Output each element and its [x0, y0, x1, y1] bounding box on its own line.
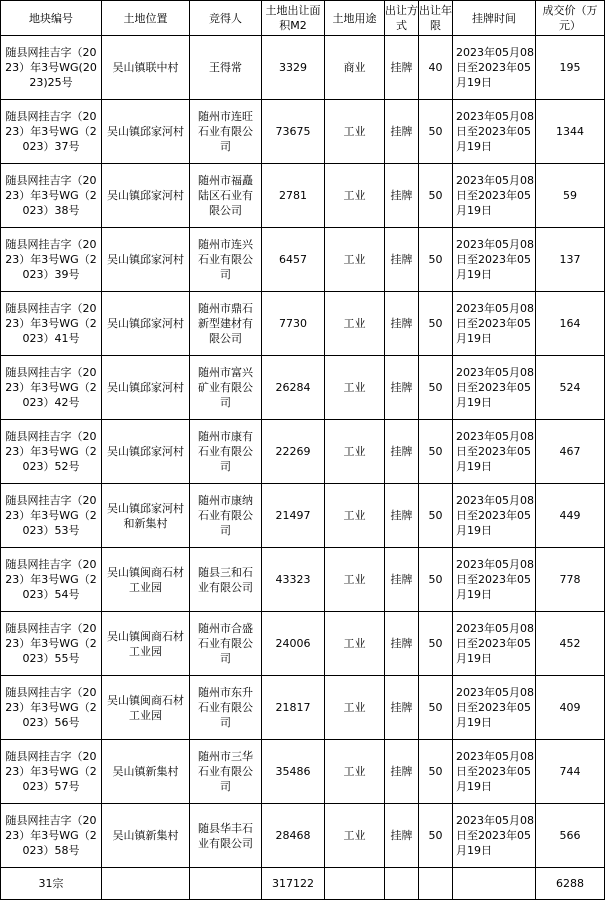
cell-code: 随县网挂吉字（2023）年3号WG（2023）37号 [1, 100, 102, 164]
cell-time: 2023年05月08日至2023年05月19日 [453, 740, 536, 804]
cell-price: 778 [536, 548, 605, 612]
total-empty-cell [385, 868, 419, 900]
cell-price: 409 [536, 676, 605, 740]
cell-code: 随县网挂吉字（2023）年3号WG(2023)25号 [1, 36, 102, 100]
total-empty-cell [190, 868, 262, 900]
cell-method: 挂牌 [385, 676, 419, 740]
total-empty-cell [325, 868, 385, 900]
total-area: 317122 [262, 868, 325, 900]
cell-time: 2023年05月08日至2023年05月19日 [453, 292, 536, 356]
cell-term: 50 [419, 420, 453, 484]
cell-location: 吴山镇邱家河村 [102, 164, 190, 228]
cell-area: 2781 [262, 164, 325, 228]
table-row [1, 356, 605, 420]
cell-method: 挂牌 [385, 356, 419, 420]
cell-location: 吴山镇邱家河村 [102, 100, 190, 164]
table-row [1, 420, 605, 484]
cell-winner: 随州市连旺石业有限公司 [190, 100, 262, 164]
cell-location: 吴山镇新集村 [102, 804, 190, 868]
cell-price: 164 [536, 292, 605, 356]
cell-price: 744 [536, 740, 605, 804]
cell-time: 2023年05月08日至2023年05月19日 [453, 548, 536, 612]
cell-use: 工业 [325, 740, 385, 804]
cell-term: 50 [419, 612, 453, 676]
cell-location: 吴山镇闽商石材工业园 [102, 676, 190, 740]
table-row [1, 612, 605, 676]
cell-area: 35486 [262, 740, 325, 804]
cell-area: 6457 [262, 228, 325, 292]
cell-code: 随县网挂吉字（2023）年3号WG（2023）53号 [1, 484, 102, 548]
cell-term: 50 [419, 228, 453, 292]
cell-use: 工业 [325, 548, 385, 612]
cell-method: 挂牌 [385, 36, 419, 100]
cell-method: 挂牌 [385, 612, 419, 676]
header-time: 挂牌时间 [453, 1, 536, 36]
header-method: 出让方式 [385, 1, 419, 36]
cell-price: 449 [536, 484, 605, 548]
cell-code: 随县网挂吉字（2023）年3号WG（2023）57号 [1, 740, 102, 804]
cell-method: 挂牌 [385, 292, 419, 356]
cell-code: 随县网挂吉字（2023）年3号WG（2023）39号 [1, 228, 102, 292]
total-empty-cell [419, 868, 453, 900]
cell-area: 73675 [262, 100, 325, 164]
cell-method: 挂牌 [385, 484, 419, 548]
cell-use: 商业 [325, 36, 385, 100]
cell-time: 2023年05月08日至2023年05月19日 [453, 228, 536, 292]
cell-price: 137 [536, 228, 605, 292]
table-row [1, 36, 605, 100]
cell-term: 50 [419, 100, 453, 164]
cell-price: 566 [536, 804, 605, 868]
cell-use: 工业 [325, 164, 385, 228]
table-row [1, 228, 605, 292]
cell-time: 2023年05月08日至2023年05月19日 [453, 420, 536, 484]
table-row [1, 548, 605, 612]
cell-use: 工业 [325, 420, 385, 484]
cell-code: 随县网挂吉字（2023）年3号WG（2023）55号 [1, 612, 102, 676]
cell-method: 挂牌 [385, 548, 419, 612]
cell-method: 挂牌 [385, 740, 419, 804]
table-row [1, 164, 605, 228]
table-row [1, 804, 605, 868]
cell-term: 50 [419, 292, 453, 356]
table-row [1, 676, 605, 740]
header-area: 土地出让面积M2 [262, 1, 325, 36]
header-term: 出让年限 [419, 1, 453, 36]
total-row [1, 868, 605, 900]
cell-location: 吴山镇闽商石材工业园 [102, 548, 190, 612]
table-row [1, 740, 605, 804]
cell-location: 吴山镇联中村 [102, 36, 190, 100]
cell-location: 吴山镇邱家河村 [102, 292, 190, 356]
cell-code: 随县网挂吉字（2023）年3号WG（2023）54号 [1, 548, 102, 612]
cell-area: 7730 [262, 292, 325, 356]
cell-price: 1344 [536, 100, 605, 164]
cell-time: 2023年05月08日至2023年05月19日 [453, 612, 536, 676]
header-price: 成交价（万元） [536, 1, 605, 36]
total-empty-cell [102, 868, 190, 900]
cell-winner: 随州市连兴石业有限公司 [190, 228, 262, 292]
cell-winner: 随州市康有石业有限公司 [190, 420, 262, 484]
table-row [1, 100, 605, 164]
cell-term: 50 [419, 804, 453, 868]
cell-use: 工业 [325, 228, 385, 292]
cell-term: 50 [419, 164, 453, 228]
cell-price: 59 [536, 164, 605, 228]
cell-winner: 随州市康纳石业有限公司 [190, 484, 262, 548]
cell-winner: 随州市鼎石新型建材有限公司 [190, 292, 262, 356]
total-price: 6288 [536, 868, 605, 900]
cell-code: 随县网挂吉字（2023）年3号WG（2023）52号 [1, 420, 102, 484]
cell-use: 工业 [325, 804, 385, 868]
cell-use: 工业 [325, 100, 385, 164]
cell-use: 工业 [325, 676, 385, 740]
table-header-row [1, 1, 605, 36]
cell-method: 挂牌 [385, 164, 419, 228]
cell-code: 随县网挂吉字（2023）年3号WG（2023）56号 [1, 676, 102, 740]
cell-term: 50 [419, 548, 453, 612]
header-location: 土地位置 [102, 1, 190, 36]
cell-term: 50 [419, 356, 453, 420]
cell-winner: 随州市东升石业有限公司 [190, 676, 262, 740]
cell-area: 28468 [262, 804, 325, 868]
cell-winner: 随州市合盛石业有限公司 [190, 612, 262, 676]
cell-winner: 王得常 [190, 36, 262, 100]
header-code: 地块编号 [1, 1, 102, 36]
cell-price: 452 [536, 612, 605, 676]
cell-location: 吴山镇新集村 [102, 740, 190, 804]
cell-price: 524 [536, 356, 605, 420]
cell-code: 随县网挂吉字（2023）年3号WG（2023）58号 [1, 804, 102, 868]
cell-winner: 随县华丰石业有限公司 [190, 804, 262, 868]
cell-use: 工业 [325, 292, 385, 356]
cell-winner: 随州市福矗陆区石业有限公司 [190, 164, 262, 228]
cell-time: 2023年05月08日至2023年05月19日 [453, 804, 536, 868]
cell-location: 吴山镇邱家河村和新集村 [102, 484, 190, 548]
cell-area: 22269 [262, 420, 325, 484]
cell-area: 21817 [262, 676, 325, 740]
cell-location: 吴山镇邱家河村 [102, 356, 190, 420]
cell-time: 2023年05月08日至2023年05月19日 [453, 356, 536, 420]
cell-price: 195 [536, 36, 605, 100]
cell-time: 2023年05月08日至2023年05月19日 [453, 100, 536, 164]
cell-method: 挂牌 [385, 420, 419, 484]
header-winner: 竞得人 [190, 1, 262, 36]
cell-area: 43323 [262, 548, 325, 612]
cell-term: 40 [419, 36, 453, 100]
cell-term: 50 [419, 740, 453, 804]
cell-use: 工业 [325, 484, 385, 548]
table-row [1, 484, 605, 548]
cell-area: 3329 [262, 36, 325, 100]
cell-time: 2023年05月08日至2023年05月19日 [453, 164, 536, 228]
cell-winner: 随州市三华石业有限公司 [190, 740, 262, 804]
cell-term: 50 [419, 484, 453, 548]
cell-term: 50 [419, 676, 453, 740]
cell-code: 随县网挂吉字（2023）年3号WG（2023）38号 [1, 164, 102, 228]
total-empty-cell [453, 868, 536, 900]
header-use: 土地用途 [325, 1, 385, 36]
cell-method: 挂牌 [385, 100, 419, 164]
cell-time: 2023年05月08日至2023年05月19日 [453, 484, 536, 548]
cell-area: 26284 [262, 356, 325, 420]
cell-location: 吴山镇邱家河村 [102, 420, 190, 484]
cell-code: 随县网挂吉字（2023）年3号WG（2023）42号 [1, 356, 102, 420]
cell-time: 2023年05月08日至2023年05月19日 [453, 36, 536, 100]
cell-time: 2023年05月08日至2023年05月19日 [453, 676, 536, 740]
cell-location: 吴山镇闽商石材工业园 [102, 612, 190, 676]
cell-price: 467 [536, 420, 605, 484]
cell-location: 吴山镇邱家河村 [102, 228, 190, 292]
table-row [1, 292, 605, 356]
total-count: 31宗 [1, 868, 102, 900]
cell-area: 21497 [262, 484, 325, 548]
cell-use: 工业 [325, 612, 385, 676]
cell-method: 挂牌 [385, 804, 419, 868]
cell-winner: 随县三和石业有限公司 [190, 548, 262, 612]
cell-winner: 随州市富兴矿业有限公司 [190, 356, 262, 420]
cell-use: 工业 [325, 356, 385, 420]
cell-method: 挂牌 [385, 228, 419, 292]
cell-code: 随县网挂吉字（2023）年3号WG（2023）41号 [1, 292, 102, 356]
cell-area: 24006 [262, 612, 325, 676]
